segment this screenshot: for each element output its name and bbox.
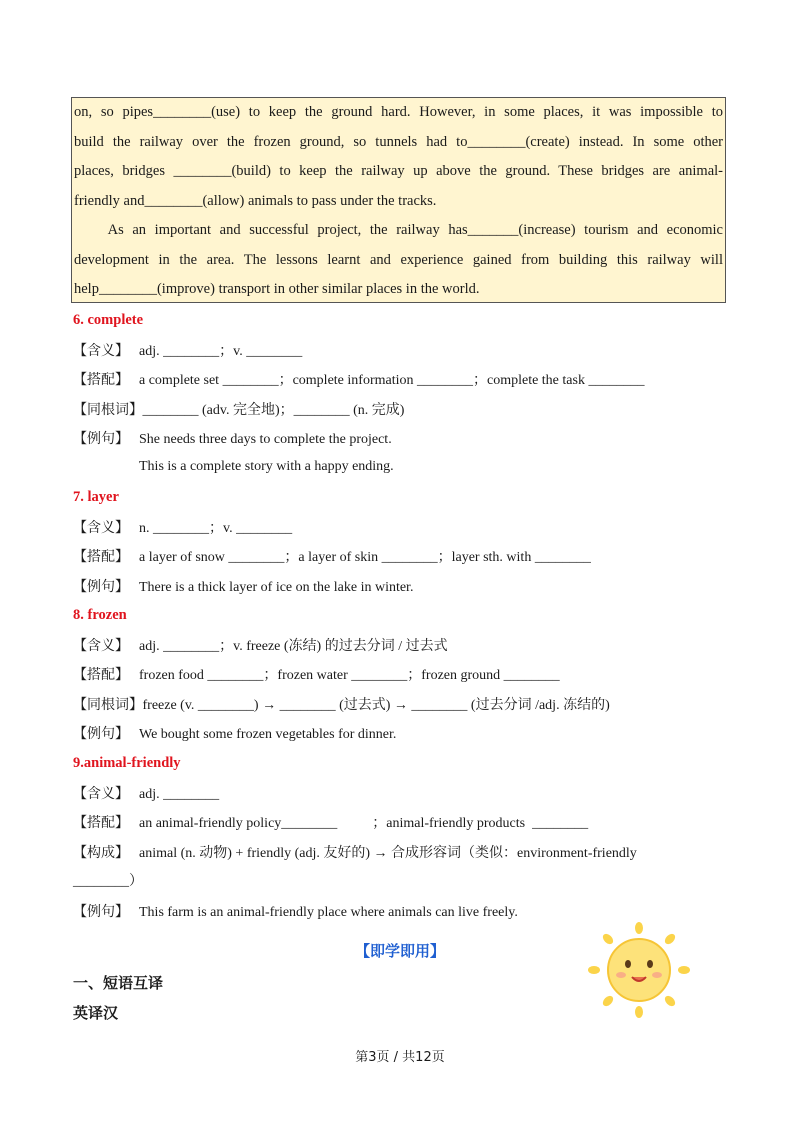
entry-row (73, 371, 644, 390)
entry-row-continuation (73, 873, 143, 891)
row-text: ________） (73, 874, 143, 889)
row-text: ________ (adv. 完全地)；________ (n. 完成) (139, 403, 405, 418)
section-heading: 一、短语互译 (73, 974, 164, 992)
entry-row (73, 696, 610, 715)
passage-line: build the railway over the frozen ground, so tunnels had to________(create) instead. In some other (74, 134, 723, 150)
row-text: a layer of snow ________；a layer of skin ________；layer sth. with ________ (139, 550, 591, 565)
entry-row (73, 666, 560, 685)
sun-illustration (588, 922, 690, 1018)
row-text: There is a thick layer of ice on the lake in winter. (139, 580, 414, 595)
entry-row (73, 519, 292, 538)
passage-line: on, so pipes________(use) to keep the ground hard. However, in some places, it was impossible to (74, 104, 723, 120)
row-tag: 【含义】 (73, 343, 129, 359)
page-number: 第3页 / 共12页 (355, 1050, 445, 1065)
row-text: a complete set ________；complete information ________；complete the task ________ (139, 373, 645, 388)
row-tag: 【搭配】 (73, 372, 129, 388)
row-tag: 【搭配】 (73, 815, 129, 831)
row-text: adj. ________ (139, 787, 220, 802)
entry-row (73, 814, 588, 833)
row-tag: 【构成】 (73, 845, 129, 861)
row-text: an animal-friendly policy________ ；animal-friendly products ________ (139, 816, 589, 831)
passage-line: As an important and successful project, the railway has_______(increase) tourism and economic (74, 222, 723, 238)
reading-passage-box (71, 97, 726, 303)
row-tag: 【含义】 (73, 786, 129, 802)
row-tag: 【含义】 (73, 520, 129, 536)
entry-row (73, 785, 219, 804)
row-text: n. ________；v. ________ (139, 521, 293, 536)
row-text: frozen food ________；frozen water ________；frozen ground ________ (139, 668, 560, 683)
entry-row (73, 844, 637, 863)
entry-heading-frozen: 8. frozen (73, 607, 127, 623)
entry-heading-animal-friendly: 9.animal-friendly (73, 755, 181, 771)
row-tag: 【例句】 (73, 726, 129, 742)
row-tag: 【搭配】 (73, 549, 129, 565)
passage-line: development in the area. The lessons learnt and experience gained from building this railway will (74, 252, 723, 268)
passage-line: help________(improve) transport in other similar places in the world. (74, 281, 480, 297)
entry-row (73, 637, 448, 656)
row-tag: 【例句】 (73, 431, 129, 447)
passage-line: friendly and________(allow) animals to pass under the tracks. (74, 193, 437, 209)
entry-row (73, 903, 518, 922)
entry-row (73, 725, 396, 744)
passage-line: places, bridges ________(build) to keep the railway up above the ground. These bridges are animal- (74, 163, 723, 179)
entry-heading-layer: 7. layer (73, 489, 119, 505)
entry-row (73, 401, 404, 420)
row-tag: 【同根词】 (73, 697, 143, 713)
entry-row (73, 342, 302, 361)
entry-row (73, 578, 413, 597)
entry-row (73, 430, 392, 449)
row-tag: 【含义】 (73, 638, 129, 654)
row-tag: 【同根词】 (73, 402, 143, 418)
row-text: freeze (v. ________) → ________ (过去式) → ________ (过去分词 /adj. 冻结的) (139, 698, 610, 713)
row-tag: 【例句】 (73, 579, 129, 595)
practice-title: 【即学即用】 (354, 942, 445, 960)
entry-row (73, 548, 591, 567)
row-text: animal (n. 动物) + friendly (adj. 友好的) → 合成形容词（类似：environment-friendly (139, 846, 637, 861)
row-text: We bought some frozen vegetables for dinner. (139, 727, 397, 742)
row-text: adj. ________；v. freeze (冻结) 的过去分词 / 过去式 (139, 639, 448, 654)
row-tag: 【搭配】 (73, 667, 129, 683)
example-continuation: This is a complete story with a happy ending. (139, 459, 394, 474)
subsection-heading: 英译汉 (73, 1004, 119, 1022)
row-text: She needs three days to complete the project. (139, 432, 392, 447)
row-tag: 【例句】 (73, 904, 129, 920)
entry-heading-complete: 6. complete (73, 312, 144, 328)
row-text: adj. ________；v. ________ (139, 344, 303, 359)
row-text: This farm is an animal-friendly place where animals can live freely. (139, 905, 518, 920)
